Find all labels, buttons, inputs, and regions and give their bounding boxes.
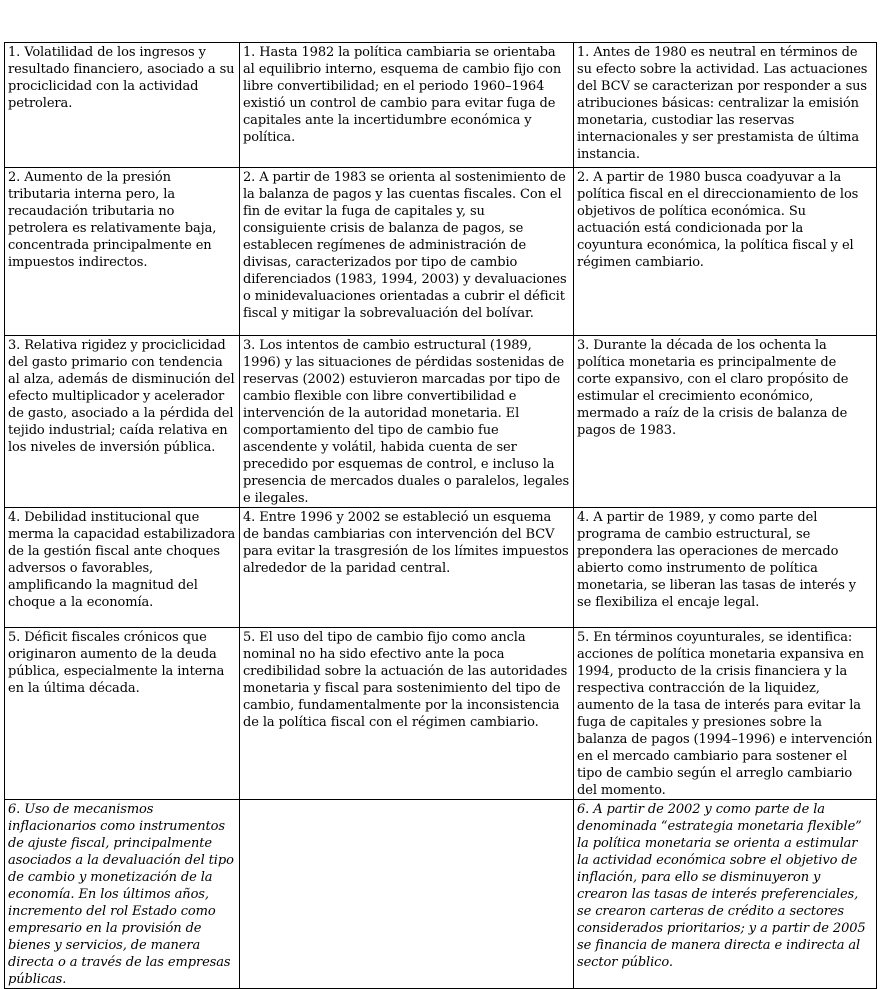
table-cell-fiscal: 2. Aumento de la presión tributaria interna pero, la recaudación tributaria no petrolera es relativamente baja, concentrada principalmente en impuestos indirectos. [5, 168, 240, 336]
table-cell-exchange: 4. Entre 1996 y 2002 se estableció un esquema de bandas cambiarias con intervención del BCV para evitar la trasgresión de los límites impuestos alrededor de la paridad central. [240, 508, 574, 628]
table-cell-monetary: 5. En términos coyunturales, se identifica: acciones de política monetaria expansiva en 1994, producto de la crisis financiera y la respectiva contracción de la liquidez, aumento de la tasa de interés para evitar la fuga de capitales y presiones sobre la balanza de pagos (1994–1996) e intervención en el mercado cambiario para sostener el tipo de cambio según el arreglo cambiario del momento. [574, 628, 877, 800]
table-cell-monetary: 1. Antes de 1980 es neutral en términos de su efecto sobre la actividad. Las actuaciones del BCV se caracterizan por responder a sus atribuciones básicas: centralizar la emisión monetaria, custodiar las reservas internacionales y ser prestamista de última instancia. [574, 43, 877, 168]
table-cell-exchange [240, 800, 574, 989]
table-row [5, 336, 877, 508]
table-cell-exchange: 2. A partir de 1983 se orienta al sostenimiento de la balanza de pagos y las cuentas fiscales. Con el fin de evitar la fuga de capitales y, su consiguiente crisis de balanza de pagos, se establecen regímenes de administración de divisas, caracterizados por tipo de cambio diferenciados (1983, 1994, 2003) y devaluaciones o minidevaluaciones orientadas a cubrir el déficit fiscal y mitigar la sobrevaluación del bolívar. [240, 168, 574, 336]
table-cell-fiscal: 6. Uso de mecanismos inflacionarios como instrumentos de ajuste fiscal, principalmente asociados a la devaluación del tipo de cambio y monetización de la economía. En los últimos años, incremento del rol Estado como empresario en la provisión de bienes y servicios, de manera directa o a través de las empresas públicas. [5, 800, 240, 989]
table-cell-fiscal: 3. Relativa rigidez y prociclicidad del gasto primario con tendencia al alza, además de disminución del efecto multiplicador y acelerador de gasto, asociado a la pérdida del tejido industrial; caída relativa en los niveles de inversión pública. [5, 336, 240, 508]
table-row [5, 800, 877, 989]
table-cell-exchange: 1. Hasta 1982 la política cambiaria se orientaba al equilibrio interno, esquema de cambio fijo con libre convertibilidad; en el periodo 1960–1964 existió un control de cambio para evitar fuga de capitales ante la incertidumbre económica y política. [240, 43, 574, 168]
table-cell-fiscal: 1. Volatilidad de los ingresos y resultado financiero, asociado a su prociclicidad con la actividad petrolera. [5, 43, 240, 168]
table-row [5, 628, 877, 800]
table-cell-fiscal: 5. Déficit fiscales crónicos que originaron aumento de la deuda pública, especialmente la interna en la última década. [5, 628, 240, 800]
policy-comparison-table [4, 42, 877, 989]
table-cell-monetary: 6. A partir de 2002 y como parte de la denominada “estrategia monetaria flexible” la política monetaria se orienta a estimular la actividad económica sobre el objetivo de inflación, para ello se disminuyeron y crearon las tasas de interés preferenciales, se crearon carteras de crédito a sectores considerados prioritarios; y a partir de 2005 se financia de manera directa e indirecta al sector público. [574, 800, 877, 989]
table-cell-exchange: 5. El uso del tipo de cambio fijo como ancla nominal no ha sido efectivo ante la poca credibilidad sobre la actuación de las autoridades monetaria y fiscal para sostenimiento del tipo de cambio, fundamentalmente por la inconsistencia de la política fiscal con el régimen cambiario. [240, 628, 574, 800]
table-row [5, 508, 877, 628]
table-row [5, 168, 877, 336]
table-cell-monetary: 3. Durante la década de los ochenta la política monetaria es principalmente de corte expansivo, con el claro propósito de estimular el crecimiento económico, mermado a raíz de la crisis de balanza de pagos de 1983. [574, 336, 877, 508]
table-cell-monetary: 2. A partir de 1980 busca coadyuvar a la política fiscal en el direccionamiento de los objetivos de política económica. Su actuación está condicionada por la coyuntura económica, la política fiscal y el régimen cambiario. [574, 168, 877, 336]
table-cell-monetary: 4. A partir de 1989, y como parte del programa de cambio estructural, se prepondera las operaciones de mercado abierto como instrumento de política monetaria, se liberan las tasas de interés y se flexibiliza el encaje legal. [574, 508, 877, 628]
table-row [5, 43, 877, 168]
table-cell-fiscal: 4. Debilidad institucional que merma la capacidad estabilizadora de la gestión fiscal ante choques adversos o favorables, amplificando la magnitud del choque a la economía. [5, 508, 240, 628]
table-cell-exchange: 3. Los intentos de cambio estructural (1989, 1996) y las situaciones de pérdidas sostenidas de reservas (2002) estuvieron marcadas por tipo de cambio flexible con libre convertibilidad e intervención de la autoridad monetaria. El comportamiento del tipo de cambio fue ascendente y volátil, habida cuenta de ser precedido por esquemas de control, e incluso la presencia de mercados duales o paralelos, legales e ilegales. [240, 336, 574, 508]
